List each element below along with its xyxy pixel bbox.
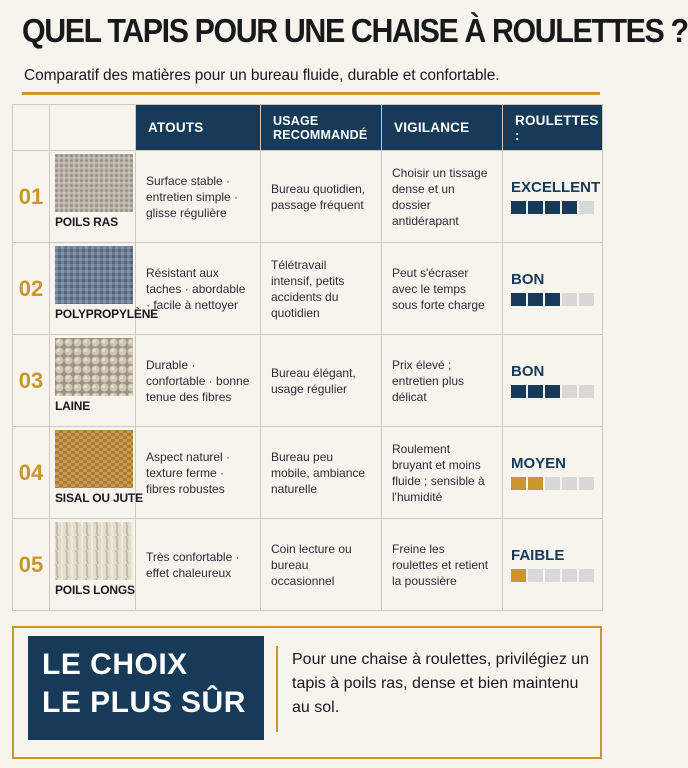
rating-bar-segment xyxy=(545,477,560,490)
rating-bar-segment xyxy=(528,385,543,398)
rating-bar xyxy=(511,569,594,582)
rating-label: BON xyxy=(511,363,545,380)
rating-bar xyxy=(511,293,594,306)
rating-bar-segment xyxy=(511,477,526,490)
rating-bar-segment xyxy=(545,569,560,582)
rating-cell xyxy=(503,151,603,243)
rating-bar-segment xyxy=(545,201,560,214)
table-row xyxy=(13,519,603,611)
rating-bar xyxy=(511,201,594,214)
material-cell xyxy=(50,427,143,519)
table-row xyxy=(13,427,603,519)
rating-bar-segment xyxy=(511,293,526,306)
row-number: 01 xyxy=(13,151,50,243)
material-name: POILS LONGS xyxy=(55,583,135,597)
rating-bar-segment xyxy=(562,201,577,214)
usage-cell: Coin lecture ou bureau occasionnel xyxy=(261,519,382,611)
row-number: 02 xyxy=(13,243,50,335)
wool-swatch xyxy=(55,338,133,396)
rating-bar-segment xyxy=(528,293,543,306)
rating-bar-segment xyxy=(562,293,577,306)
material-cell xyxy=(50,151,136,243)
usage-cell: Télétravail intensif, petits accidents du quotidien xyxy=(261,243,382,335)
choice-line-2: LE PLUS SÛR xyxy=(42,686,246,719)
rating-cell xyxy=(503,335,603,427)
page-title: QUEL TAPIS POUR UNE CHAISE À ROULETTES ? xyxy=(22,12,688,49)
rating-cell xyxy=(503,243,603,335)
usage-cell: Bureau peu mobile, ambiance naturelle xyxy=(261,427,382,519)
rating-bar-segment xyxy=(579,569,594,582)
rating-cell xyxy=(503,519,603,611)
usage-cell: Bureau élégant, usage régulier xyxy=(261,335,382,427)
table-row xyxy=(13,151,603,243)
material-name: LAINE xyxy=(55,399,91,413)
rating-label: EXCELLENT xyxy=(511,179,601,196)
rating-bar xyxy=(511,477,594,490)
rating-bar-segment xyxy=(528,569,543,582)
rating-bar-segment xyxy=(511,201,526,214)
material-name: POLYPROPYLÈNE xyxy=(55,307,158,321)
rating-bar-segment xyxy=(528,201,543,214)
table-row xyxy=(13,243,603,335)
row-number: 05 xyxy=(13,519,50,611)
short-pile-swatch xyxy=(55,154,133,212)
material-cell xyxy=(50,335,136,427)
material-name: SISAL OU JUTE xyxy=(55,491,143,505)
rating-bar-segment xyxy=(562,385,577,398)
usage-cell: Bureau quotidien, passage fréquent xyxy=(261,151,382,243)
header-vigilance: VIGILANCE xyxy=(382,105,503,151)
header-blank-material xyxy=(50,105,136,151)
page-subtitle: Comparatif des matières pour un bureau fluide, durable et confortable. xyxy=(24,67,500,84)
rating-bar-segment xyxy=(579,385,594,398)
header-atouts: ATOUTS xyxy=(136,105,261,151)
rating-cell xyxy=(503,427,603,519)
atouts-cell: Aspect naturel · texture ferme · fibres robustes xyxy=(136,427,261,519)
recommendation-text: Pour une chaise à roulettes, privilégiez un tapis à poils ras, dense et bien maintenu au sol. xyxy=(292,651,590,716)
row-number: 04 xyxy=(13,427,50,519)
material-cell xyxy=(50,519,136,611)
rating-bar-segment xyxy=(579,477,594,490)
material-name: POILS RAS xyxy=(55,215,118,229)
material-cell xyxy=(50,243,158,335)
rating-bar-segment xyxy=(562,477,577,490)
rating-label: MOYEN xyxy=(511,455,567,472)
table-row xyxy=(13,335,603,427)
rating-bar-segment xyxy=(545,385,560,398)
row-number: 03 xyxy=(13,335,50,427)
atouts-cell: Surface stable · entretien simple · glisse régulière xyxy=(136,151,261,243)
atouts-cell: Résistant aux taches · abordable · facile à nettoyer xyxy=(136,243,261,335)
header-blank-num xyxy=(13,105,50,151)
header-usage xyxy=(261,105,382,151)
rating-bar xyxy=(511,385,594,398)
choice-line-1: LE CHOIX xyxy=(42,648,188,681)
rating-bar-segment xyxy=(511,385,526,398)
vigilance-cell: Prix élevé ; entretien plus délicat xyxy=(382,335,503,427)
vigilance-cell: Peut s'écraser avec le temps sous forte charge xyxy=(382,243,503,335)
header-roulettes: ROULETTES : xyxy=(503,105,603,151)
comparison-table xyxy=(12,104,603,611)
rating-bar-segment xyxy=(562,569,577,582)
rating-bar-segment xyxy=(528,477,543,490)
rating-label: FAIBLE xyxy=(511,547,565,564)
atouts-cell: Durable · confortable · bonne tenue des fibres xyxy=(136,335,261,427)
sisal-swatch xyxy=(55,430,133,488)
vigilance-cell: Roulement bruyant et moins fluide ; sensible à l'humidité xyxy=(382,427,503,519)
title-divider xyxy=(22,92,600,95)
header-usage-line1: USAGE xyxy=(273,113,319,128)
recommendation-divider xyxy=(276,646,278,732)
rating-bar-segment xyxy=(511,569,526,582)
recommendation-box xyxy=(12,626,602,759)
header-usage-line2: RECOMMANDÉ xyxy=(273,127,368,142)
safest-choice-banner xyxy=(28,636,264,740)
table-header-row xyxy=(13,105,603,151)
vigilance-cell: Freine les roulettes et retient la poussière xyxy=(382,519,503,611)
long-pile-swatch xyxy=(55,522,133,580)
rating-label: BON xyxy=(511,271,545,288)
rating-bar-segment xyxy=(545,293,560,306)
polypropylene-swatch xyxy=(55,246,133,304)
atouts-cell: Très confortable · effet chaleureux xyxy=(136,519,261,611)
rating-bar-segment xyxy=(579,293,594,306)
rating-bar-segment xyxy=(579,201,594,214)
vigilance-cell: Choisir un tissage dense et un dossier antidérapant xyxy=(382,151,503,243)
